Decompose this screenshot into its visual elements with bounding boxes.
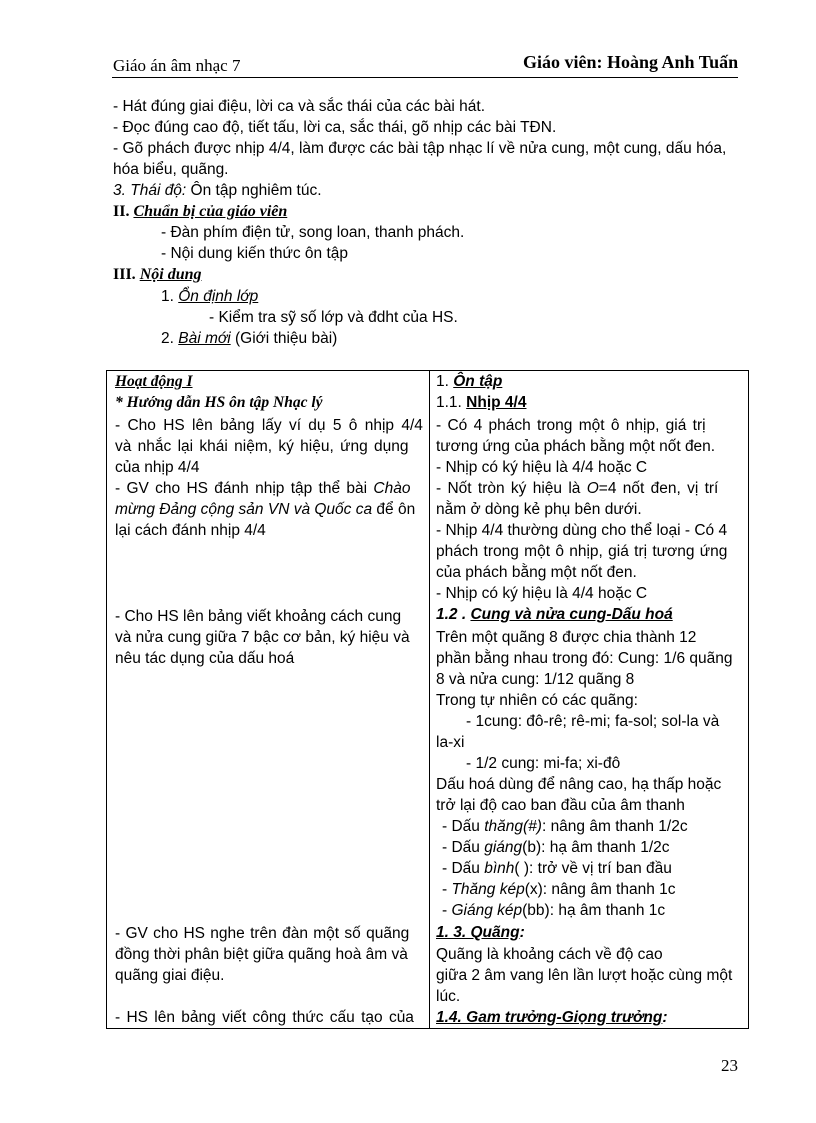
text-span: - Dấu — [442, 839, 485, 856]
attitude-text: Ôn tập nghiêm túc. — [186, 182, 322, 199]
activity-text: và nhắc lại khái niệm, ký hiệu, ứng dụng — [115, 438, 409, 455]
activity-title: Hoạt động I — [115, 373, 193, 390]
activity-text: - Cho HS lên bảng viết khoảng cách cung — [115, 608, 402, 625]
content-text: - Có 4 phách trong một ô nhịp, giá trị — [436, 417, 706, 434]
heading-number: 1.2 . — [436, 606, 471, 623]
section-number: II. — [113, 203, 134, 220]
activity-text: - HS lên bảng viết công thức cấu tạo của — [115, 1009, 414, 1026]
content-text: - 1/2 cung: mi-fa; xi-đô — [466, 755, 621, 772]
content-text: - 1cung: đô-rê; rê-mi; fa-sol; sol-la và — [466, 713, 720, 730]
subsection-heading — [161, 330, 337, 348]
text-span: (x): nâng âm thanh 1c — [524, 881, 676, 898]
objective-line: hóa biểu, quãng. — [113, 161, 229, 178]
document-header-left: Giáo án âm nhạc 7 — [113, 56, 241, 75]
document-header-right: Giáo viên: Hoàng Anh Tuấn — [523, 52, 739, 72]
activity-text: nêu tác dụng của dấu hoá — [115, 650, 295, 667]
subsection-note: (Giới thiệu bài) — [230, 330, 338, 347]
subsection-heading — [161, 288, 258, 306]
song-title: mừng Đảng cộng sản VN và Quốc ca — [115, 501, 373, 518]
text-span: - Dấu — [442, 860, 485, 877]
teacher-activity-column — [107, 371, 430, 1029]
section-title: Chuẩn bị của giáo viên — [133, 203, 288, 220]
section-title: Nội dung — [139, 266, 202, 283]
whole-note-symbol: O — [586, 480, 599, 497]
content-text: lúc. — [436, 988, 461, 1005]
content-text: nằm ở dòng kẻ phụ bên dưới. — [436, 501, 642, 518]
subsection-number: 2. — [161, 330, 179, 347]
text-span: (b): hạ âm thanh 1/2c — [522, 839, 670, 856]
prep-item: - Đàn phím điện tử, song loan, thanh phách. — [161, 224, 465, 241]
text-span: : nâng âm thanh 1/2c — [541, 818, 688, 835]
accidental-name: thăng(#) — [484, 818, 542, 835]
content-text: giữa 2 âm vang lên lần lượt hoặc cùng một — [436, 967, 733, 984]
activity-text: đồng thời phân biệt giữa quãng hoà âm và — [115, 946, 408, 963]
content-text: tương ứng của phách bằng một nốt đen. — [436, 438, 716, 455]
text-span: - Nốt tròn ký hiệu là — [436, 480, 587, 497]
heading-number: 1.1. — [436, 394, 467, 411]
objective-line: - Đọc đúng cao độ, tiết tấu, lời ca, sắc thái, gõ nhịp các bài TĐN. — [113, 119, 557, 136]
content-text: của phách bằng một nốt đen. — [436, 564, 637, 581]
activity-text: lại cách đánh nhịp 4/4 — [115, 522, 266, 539]
accidental-name: bình — [484, 860, 515, 877]
attitude-label: 3. Thái độ: — [113, 182, 187, 199]
content-heading — [436, 373, 502, 391]
content-text: Quãng là khoảng cách về độ cao — [436, 946, 663, 963]
activity-heading — [115, 373, 193, 391]
content-text: - Nhịp có ký hiệu là 4/4 hoặc C — [436, 459, 648, 476]
text-span: - GV cho HS đánh nhịp tập thể bài — [115, 480, 374, 497]
subsection-item: - Kiểm tra sỹ số lớp và đdht của HS. — [209, 309, 458, 326]
prep-item: - Nội dung kiến thức ôn tập — [161, 245, 349, 262]
activity-subheading: * Hướng dẫn HS ôn tập Nhạc lý — [115, 394, 323, 411]
content-text: Trong tự nhiên có các quãng: — [436, 692, 638, 709]
heading-colon: : — [662, 1009, 668, 1026]
attitude-line — [113, 182, 322, 200]
activity-text: của nhịp 4/4 — [115, 459, 200, 476]
heading-number: 1. — [436, 373, 454, 390]
text-span: - — [442, 881, 452, 898]
heading-title: 1. 3. Quãng — [436, 924, 520, 941]
activity-text — [115, 480, 410, 498]
text-span: ( ): trở về vị trí ban đầu — [514, 860, 672, 877]
content-heading — [436, 924, 525, 942]
subsection-title: Bài mới — [178, 330, 231, 347]
activity-text: - Cho HS lên bảng lấy ví dụ 5 ô nhịp 4/4 — [115, 417, 423, 434]
song-title: Chào — [373, 480, 411, 497]
header-rule — [112, 77, 738, 78]
content-text: - Nhịp có ký hiệu là 4/4 hoặc C — [436, 585, 648, 602]
accidental-name: Thăng kép — [451, 881, 525, 898]
section-heading — [113, 266, 201, 284]
text-span: (bb): hạ âm thanh 1c — [522, 902, 666, 919]
section-number: III. — [113, 266, 140, 283]
content-text: - Nhịp 4/4 thường dùng cho thể loại - Có 4 — [436, 522, 728, 539]
accidental-item — [442, 818, 688, 836]
activity-text: và nửa cung giữa 7 bậc cơ bản, ký hiệu và — [115, 629, 410, 646]
accidental-name: Giáng kép — [451, 902, 523, 919]
content-heading — [436, 1009, 668, 1027]
text-span: - — [442, 902, 452, 919]
heading-title: Nhịp 4/4 — [466, 394, 527, 411]
content-heading — [436, 394, 526, 412]
content-text: 8 và nửa cung: 1/12 quãng 8 — [436, 671, 635, 688]
accidental-name: giáng — [484, 839, 523, 856]
objective-line: - Hát đúng giai điệu, lời ca và sắc thái của các bài hát. — [113, 98, 486, 115]
content-text: phách trong một ô nhịp, giá trị tương ứng — [436, 543, 728, 560]
content-column — [430, 371, 749, 1029]
content-text: la-xi — [436, 734, 465, 751]
accidental-item — [442, 881, 676, 899]
heading-title: Cung và nửa cung-Dấu hoá — [470, 606, 673, 623]
subsection-title: Ổn định lớp — [178, 288, 259, 305]
page-number: 23 — [721, 1056, 738, 1075]
heading-title: Ôn tập — [453, 373, 503, 390]
content-text: trở lại độ cao ban đầu của âm thanh — [436, 797, 685, 814]
lesson-table — [106, 370, 749, 1029]
subsection-number: 1. — [161, 288, 179, 305]
activity-text: quãng giai điệu. — [115, 967, 225, 984]
content-text: phần bằng nhau trong đó: Cung: 1/6 quãng — [436, 650, 733, 667]
text-span: - Dấu — [442, 818, 485, 835]
heading-title: 1.4. Gam trưởng-Giọng trưởng — [436, 1009, 663, 1026]
activity-text: - GV cho HS nghe trên đàn một số quãng — [115, 925, 410, 942]
accidental-item — [442, 860, 672, 878]
accidental-item — [442, 902, 665, 920]
accidental-item — [442, 839, 670, 857]
content-text — [436, 480, 718, 498]
text-span: để ôn — [372, 501, 416, 518]
content-text: Trên một quãng 8 được chia thành 12 — [436, 629, 697, 646]
section-heading — [113, 203, 287, 221]
heading-colon: : — [519, 924, 525, 941]
content-text: Dấu hoá dùng để nâng cao, hạ thấp hoặc — [436, 776, 722, 793]
text-span: =4 nốt đen, vị trí — [598, 480, 719, 497]
activity-text — [115, 501, 415, 519]
content-heading — [436, 606, 673, 624]
objective-line: - Gõ phách được nhịp 4/4, làm được các bài tập nhạc lí về nửa cung, một cung, dấu hóa, — [113, 140, 727, 157]
